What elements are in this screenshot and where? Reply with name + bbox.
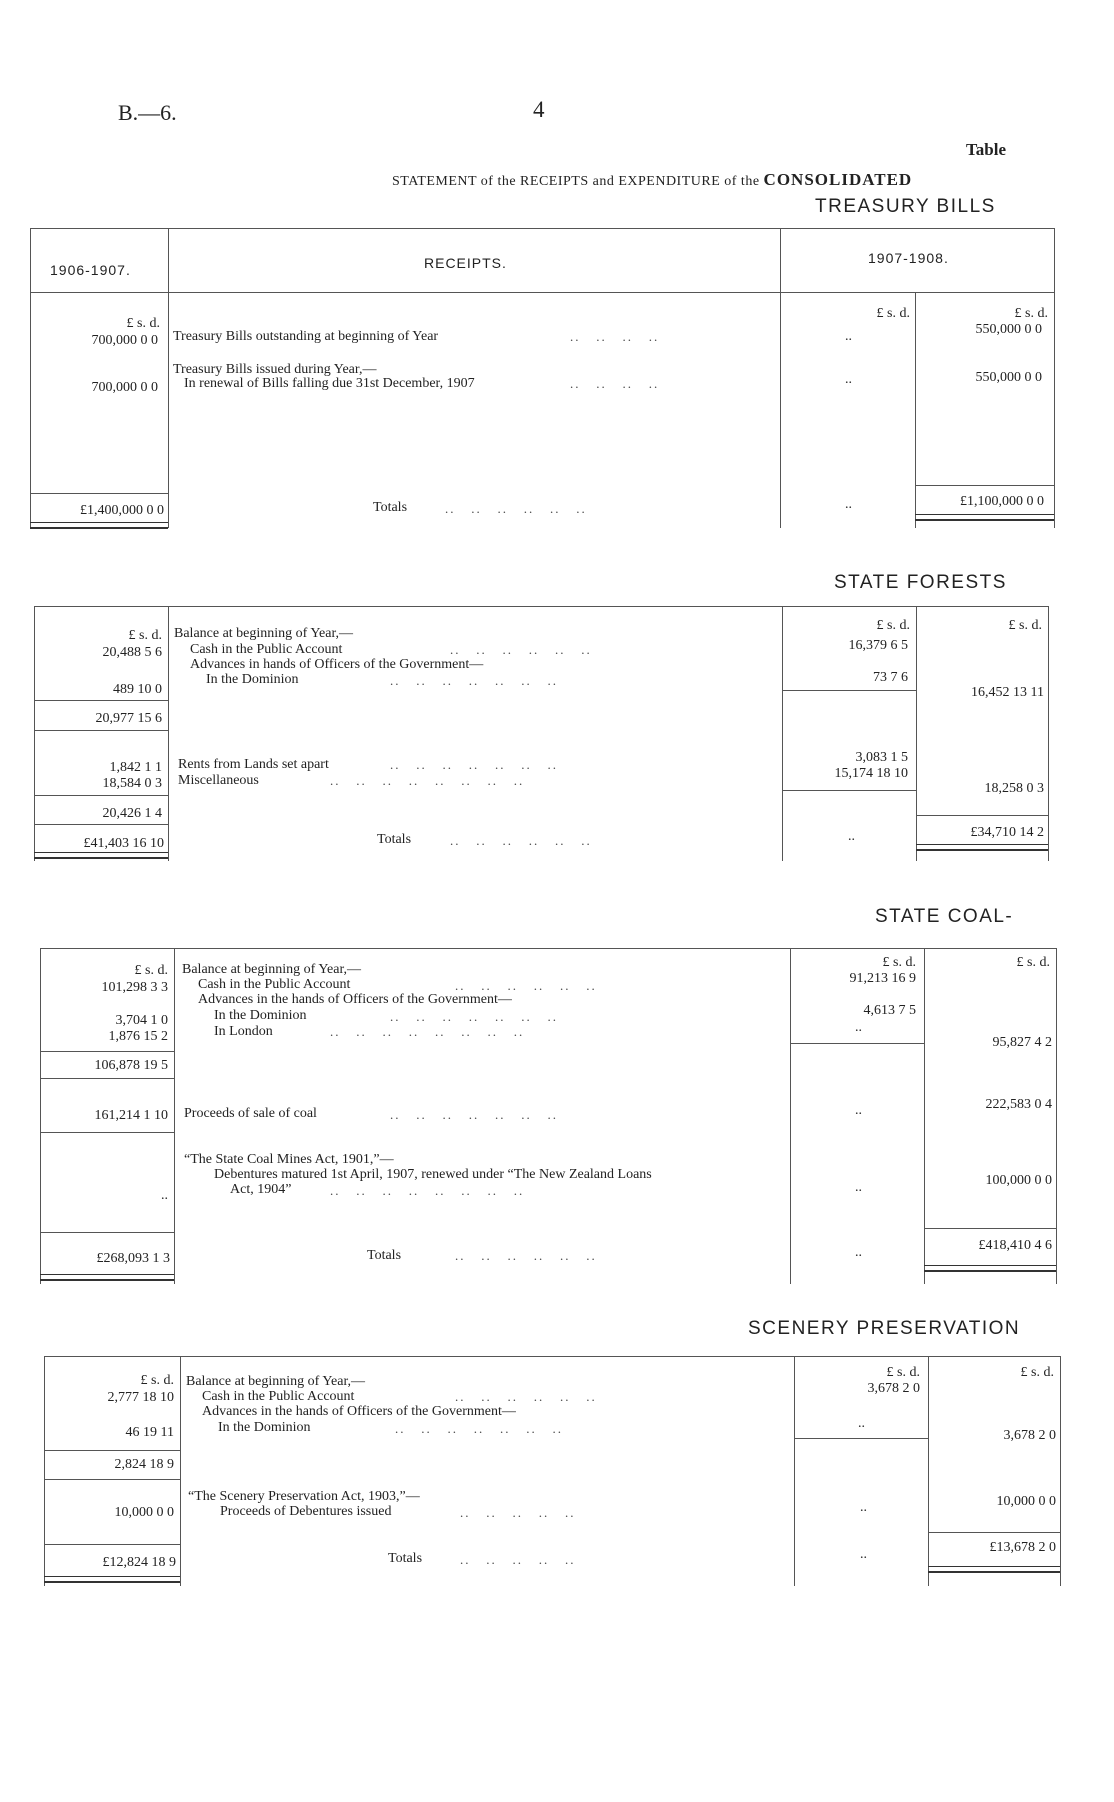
scenery-d1: Balance at beginning of Year,— [186, 1374, 366, 1389]
forests-l1: 20,488 5 6 [102, 645, 162, 660]
treasury-r2-mid: .. [845, 372, 852, 387]
forests-d2: Cash in the Public Account [190, 642, 343, 657]
treasury-col-year1: 1906-1907. [50, 262, 131, 278]
treasury-r2-desc1: Treasury Bills issued during Year,— [173, 362, 377, 377]
coal-m2: 4,613 7 5 [863, 1003, 916, 1018]
forests-title: STATE FORESTS [834, 572, 1007, 593]
scenery-m2: .. [858, 1416, 865, 1431]
coal-d4: In the Dominion [214, 1008, 307, 1023]
coal-l-sub: 106,878 19 5 [94, 1058, 168, 1073]
coal-m1: 91,213 16 9 [849, 971, 916, 986]
forests-m4: 15,174 18 10 [834, 766, 908, 781]
coal-title: STATE COAL- [875, 906, 1014, 927]
coal-l5: .. [161, 1188, 168, 1203]
coal-m3: .. [855, 1020, 862, 1035]
treasury-r2-desc2: In renewal of Bills falling due 31st December, 1907 [184, 376, 475, 391]
treasury-units-left: £ s. d. [126, 316, 160, 331]
treasury-total-left: £1,400,000 0 0 [80, 503, 164, 518]
coal-d8: Debentures matured 1st April, 1907, renewed under “The New Zealand Loans [214, 1167, 652, 1182]
scenery-units-mid: £ s. d. [886, 1365, 920, 1380]
scenery-d5: “The Scenery Preservation Act, 1903,”— [188, 1489, 420, 1504]
forests-m3: 3,083 1 5 [855, 750, 908, 765]
leader-dots: .. .. .. .. .. .. .. [390, 1009, 558, 1024]
scenery-total-label: Totals [388, 1551, 423, 1566]
leader-dots: .. .. .. .. .. .. [445, 501, 587, 516]
forests-d3: Advances in hands of Officers of the Government— [190, 657, 484, 672]
treasury-r1-left: 700,000 0 0 [91, 333, 158, 348]
scenery-d4: In the Dominion [218, 1420, 311, 1435]
leader-dots: .. .. .. .. .. .. [455, 978, 597, 993]
forests-d4: In the Dominion [206, 672, 299, 687]
scenery-m-total: .. [860, 1547, 867, 1562]
forests-l4: 18,584 0 3 [102, 776, 162, 791]
treasury-r1-desc: Treasury Bills outstanding at beginning of Year [173, 329, 439, 344]
scenery-d3: Advances in the hands of Officers of the Government— [202, 1404, 516, 1419]
treasury-total-mid: .. [845, 497, 852, 512]
statement-prefix: STATEMENT of the RECEIPTS and EXPENDITURE of the [392, 174, 760, 189]
treasury-col-receipts: RECEIPTS. [424, 255, 507, 271]
coal-l4: 161,214 1 10 [94, 1108, 168, 1123]
scenery-l-total: £12,824 18 9 [102, 1555, 176, 1570]
coal-d9: Act, 1904” [230, 1182, 292, 1197]
forests-r-total: £34,710 14 2 [970, 825, 1044, 840]
forests-d1: Balance at beginning of Year,— [174, 626, 354, 641]
forests-d5: Rents from Lands set apart [178, 757, 329, 772]
coal-units-right: £ s. d. [1016, 955, 1050, 970]
coal-m4: .. [855, 1103, 862, 1118]
leader-dots: .. .. .. .. .. [460, 1505, 576, 1520]
coal-l3: 1,876 15 2 [108, 1029, 168, 1044]
treasury-r1-right: 550,000 0 0 [975, 322, 1042, 337]
forests-l3: 1,842 1 1 [109, 760, 162, 775]
scenery-l2: 46 19 11 [125, 1425, 174, 1440]
scenery-d2: Cash in the Public Account [202, 1389, 355, 1404]
scenery-r-total: £13,678 2 0 [989, 1540, 1056, 1555]
scenery-l3: 10,000 0 0 [114, 1505, 174, 1520]
forests-m-total: .. [848, 829, 855, 844]
forests-d6: Miscellaneous [178, 773, 259, 788]
forests-m2: 73 7 6 [873, 670, 908, 685]
treasury-r2-right: 550,000 0 0 [975, 370, 1042, 385]
treasury-units-right: £ s. d. [1014, 306, 1048, 321]
page-number: 4 [533, 97, 545, 122]
scenery-units-right: £ s. d. [1020, 1365, 1054, 1380]
leader-dots: .. .. .. .. .. .. .. .. [330, 1024, 525, 1039]
coal-r-total: £418,410 4 6 [978, 1238, 1052, 1253]
coal-r2: 222,583 0 4 [985, 1097, 1052, 1112]
coal-m5: .. [855, 1180, 862, 1195]
forests-units-left: £ s. d. [128, 628, 162, 643]
leader-dots: .. .. .. .. .. .. .. [390, 673, 558, 688]
coal-d3: Advances in the hands of Officers of the Government— [198, 992, 512, 1007]
treasury-total-label: Totals [373, 500, 408, 515]
treasury-total-right: £1,100,000 0 0 [960, 494, 1044, 509]
statement-bold: CONSOLIDATED [763, 170, 913, 189]
coal-units-left: £ s. d. [134, 963, 168, 978]
treasury-units-mid: £ s. d. [876, 306, 910, 321]
leader-dots: .. .. .. .. .. .. .. [390, 1107, 558, 1122]
forests-l2: 489 10 0 [113, 682, 162, 697]
coal-d1: Balance at beginning of Year,— [182, 962, 362, 977]
statement-heading [392, 170, 912, 190]
treasury-r2-left: 700,000 0 0 [91, 380, 158, 395]
forests-total-label: Totals [377, 832, 412, 847]
scenery-d6: Proceeds of Debentures issued [220, 1504, 392, 1519]
scenery-r2: 10,000 0 0 [996, 1494, 1056, 1509]
treasury-title: TREASURY BILLS [815, 196, 996, 217]
forests-m1: 16,379 6 5 [848, 638, 908, 653]
leader-dots: .. .. .. .. .. [460, 1552, 576, 1567]
scenery-l1: 2,777 18 10 [107, 1390, 174, 1405]
coal-r1: 95,827 4 2 [992, 1035, 1052, 1050]
leader-dots: .. .. .. .. .. .. [455, 1248, 597, 1263]
forests-l-sub2: 20,426 1 4 [102, 806, 162, 821]
forests-units-right: £ s. d. [1008, 618, 1042, 633]
scenery-m3: .. [860, 1500, 867, 1515]
scenery-title: SCENERY PRESERVATION [748, 1318, 1021, 1339]
scenery-units-left: £ s. d. [140, 1373, 174, 1388]
treasury-col-year2: 1907-1908. [868, 250, 949, 266]
coal-d5: In London [214, 1024, 273, 1039]
leader-dots: .. .. .. .. .. .. .. .. [330, 1183, 525, 1198]
coal-d2: Cash in the Public Account [198, 977, 351, 992]
scenery-m1: 3,678 2 0 [867, 1381, 920, 1396]
treasury-r1-mid: .. [845, 329, 852, 344]
coal-l1: 101,298 3 3 [101, 980, 168, 995]
leader-dots: .. .. .. .. [570, 376, 660, 391]
leader-dots: .. .. .. .. [570, 329, 660, 344]
coal-l-total: £268,093 1 3 [96, 1251, 170, 1266]
forests-l-sub1: 20,977 15 6 [95, 711, 162, 726]
coal-m-total: .. [855, 1245, 862, 1260]
forests-units-mid: £ s. d. [876, 618, 910, 633]
coal-total-label: Totals [367, 1248, 402, 1263]
forests-l-total: £41,403 16 10 [83, 836, 164, 851]
forests-r1: 16,452 13 11 [971, 685, 1044, 700]
leader-dots: .. .. .. .. .. .. .. [390, 757, 558, 772]
leader-dots: .. .. .. .. .. .. [450, 642, 592, 657]
leader-dots: .. .. .. .. .. .. [455, 1389, 597, 1404]
scenery-r1: 3,678 2 0 [1003, 1428, 1056, 1443]
document-reference: B.—6. [118, 100, 177, 125]
leader-dots: .. .. .. .. .. .. .. .. [330, 773, 525, 788]
leader-dots: .. .. .. .. .. .. .. [395, 1421, 563, 1436]
coal-units-mid: £ s. d. [882, 955, 916, 970]
coal-d6: Proceeds of sale of coal [184, 1106, 317, 1121]
scenery-l-sub: 2,824 18 9 [114, 1457, 174, 1472]
forests-r2: 18,258 0 3 [984, 781, 1044, 796]
leader-dots: .. .. .. .. .. .. [450, 833, 592, 848]
coal-d7: “The State Coal Mines Act, 1901,”— [184, 1152, 394, 1167]
coal-l2: 3,704 1 0 [115, 1013, 168, 1028]
table-label: Table [965, 140, 1006, 159]
coal-r3: 100,000 0 0 [985, 1173, 1052, 1188]
